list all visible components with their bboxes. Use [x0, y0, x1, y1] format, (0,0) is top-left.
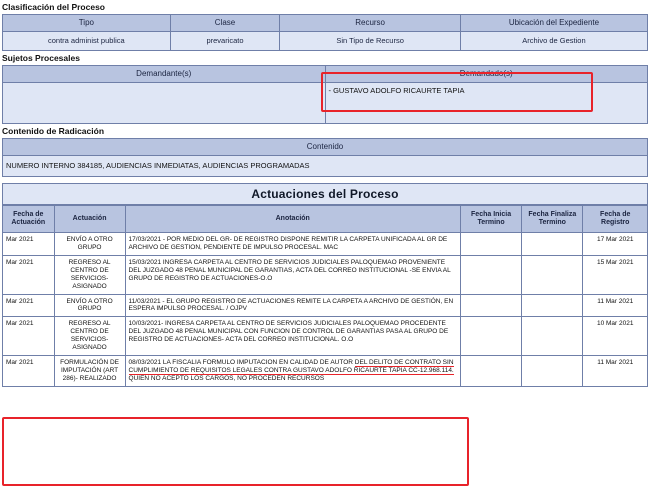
- col-fecha-actuacion: Fecha de Actuación: [3, 206, 55, 233]
- cell-actuacion: REGRESO AL CENTRO DE SERVICIOS- ASIGNADO: [54, 255, 125, 294]
- table-header-row: [3, 15, 648, 32]
- cell-inicia: [460, 255, 521, 294]
- contenido-table-wrap: [0, 138, 650, 177]
- section-title-clasificacion: Clasificación del Proceso: [0, 0, 650, 14]
- cell-fecha: Mar 2021: [3, 233, 55, 256]
- clasificacion-table: [2, 14, 648, 51]
- col-actuacion: Actuación: [54, 206, 125, 233]
- cell-actuacion: ENVÍO A OTRO GRUPO: [54, 294, 125, 317]
- col-contenido: Contenido: [3, 139, 648, 156]
- col-demandante: Demandante(s): [3, 66, 326, 83]
- table-row: [3, 83, 648, 124]
- cell-fecha: Mar 2021: [3, 317, 55, 356]
- col-ubicacion: Ubicación del Expediente: [460, 15, 647, 32]
- col-fecha-inicia: Fecha Inicia Termino: [460, 206, 521, 233]
- cell-contenido: NUMERO INTERNO 384185, AUDIENCIAS INMEDIATAS, AUDIENCIAS PROGRAMADAS: [3, 156, 648, 177]
- actuaciones-title: Actuaciones del Proceso: [2, 183, 648, 205]
- cell-inicia: [460, 317, 521, 356]
- cell-finaliza: [522, 317, 583, 356]
- contenido-table: [2, 138, 648, 177]
- col-tipo: Tipo: [3, 15, 171, 32]
- cell-inicia: [460, 233, 521, 256]
- cell-registro: 10 Mar 2021: [583, 317, 648, 356]
- cell-anotacion: [125, 356, 460, 387]
- sujetos-table: [2, 65, 648, 124]
- table-header-row: [3, 139, 648, 156]
- cell-ubicacion: Archivo de Gestion: [460, 32, 647, 51]
- cell-anotacion: 11/03/2021 - EL GRUPO REGISTRO DE ACTUACIONES REMITE LA CARPETA A ARCHIVO DE GESTIÓN, EN ESPERA IMPULSO PROCESAL. / OJPV: [125, 294, 460, 317]
- cell-fecha: Mar 2021: [3, 294, 55, 317]
- cell-registro: 11 Mar 2021: [583, 294, 648, 317]
- cell-actuacion: ENVÍO A OTRO GRUPO: [54, 233, 125, 256]
- col-clase: Clase: [170, 15, 280, 32]
- cell-inicia: [460, 356, 521, 387]
- col-fecha-registro: Fecha de Registro: [583, 206, 648, 233]
- cell-fecha: Mar 2021: [3, 255, 55, 294]
- anotacion-highlight: DEL DELITO DE CONTRATO SIN CUMPLIMIENTO DE REQUISITOS LEGALES CONTRA GUSTAVO ADOLFO RICAURTE TAPIA CC-12.968.114.: [128, 359, 454, 374]
- cell-finaliza: [522, 255, 583, 294]
- cell-inicia: [460, 294, 521, 317]
- cell-demandante: [3, 83, 326, 124]
- table-row: [3, 32, 648, 51]
- table-row: [3, 294, 648, 317]
- sujetos-table-wrap: [0, 65, 650, 124]
- cell-fecha: Mar 2021: [3, 356, 55, 387]
- section-title-contenido: Contenido de Radicación: [0, 124, 650, 138]
- clasificacion-table-wrap: [0, 14, 650, 51]
- table-row: [3, 255, 648, 294]
- cell-finaliza: [522, 356, 583, 387]
- table-header-row: [3, 206, 648, 233]
- cell-actuacion: FORMULACIÓN DE IMPUTACIÓN (ART 286)- REALIZADO: [54, 356, 125, 387]
- cell-actuacion: REGRESO AL CENTRO DE SERVICIOS- ASIGNADO: [54, 317, 125, 356]
- col-fecha-finaliza: Fecha Finaliza Termino: [522, 206, 583, 233]
- cell-tipo: contra administ publica: [3, 32, 171, 51]
- anotacion-tail: QUIEN NO ACEPTO LOS CARGOS, NO PROCEDEN RECURSOS: [128, 374, 325, 382]
- cell-registro: 15 Mar 2021: [583, 255, 648, 294]
- cell-anotacion: 17/03/2021 - POR MEDIO DEL GR- DE REGISTRO DISPONE REMITIR LA CARPETA UNIFICADA AL GR DE ARCHIVO DE GESTION, PENDIENTE DE IMPULSO PROCESAL. MAC: [125, 233, 460, 256]
- col-demandado: Demandado(s): [325, 66, 648, 83]
- cell-finaliza: [522, 233, 583, 256]
- cell-clase: prevaricato: [170, 32, 280, 51]
- table-row: [3, 156, 648, 177]
- section-title-sujetos: Sujetos Procesales: [0, 51, 650, 65]
- col-recurso: Recurso: [280, 15, 461, 32]
- actuaciones-table: [2, 205, 648, 387]
- cell-anotacion: 15/03/2021 INGRESA CARPETA AL CENTRO DE SERVICIOS JUDICIALES PALOQUEMAO PROVENIENTE DEL JUZGADO 48 PENAL MUNICIPAL DE GARANTIAS, ACTA DEL CORREO INSTITUCIONAL -SE ENVIA AL GRUPO DE REGISTRO DE ACTUACIONES-O.O: [125, 255, 460, 294]
- table-header-row: [3, 66, 648, 83]
- cell-registro: 17 Mar 2021: [583, 233, 648, 256]
- cell-recurso: Sin Tipo de Recurso: [280, 32, 461, 51]
- highlight-box-imputacion: [2, 417, 469, 486]
- cell-finaliza: [522, 294, 583, 317]
- table-row: [3, 317, 648, 356]
- col-anotacion: Anotación: [125, 206, 460, 233]
- cell-demandado: - GUSTAVO ADOLFO RICAURTE TAPIA: [325, 83, 648, 124]
- table-row-highlighted: [3, 356, 648, 387]
- actuaciones-wrap: [0, 183, 650, 387]
- cell-anotacion: 10/03/2021- INGRESA CARPETA AL CENTRO DE SERVICIOS JUDICIALES PALOQUEMAO PROCEDENTE DEL JUZGADO 48 PENAL MUNICIPAL CON FUNCION DE CONTROL DE GARANTIAS PASA AL GRUPO DE REGISTRO DE ACTUACIONES- ACTA DEL CORREO INSTITUCIONAL. O.O: [125, 317, 460, 356]
- cell-registro: 11 Mar 2021: [583, 356, 648, 387]
- anotacion-lead: 08/03/2021 LA FISCALIA FORMULO IMPUTACION EN CALIDAD DE AUTOR: [128, 359, 353, 367]
- table-row: [3, 233, 648, 256]
